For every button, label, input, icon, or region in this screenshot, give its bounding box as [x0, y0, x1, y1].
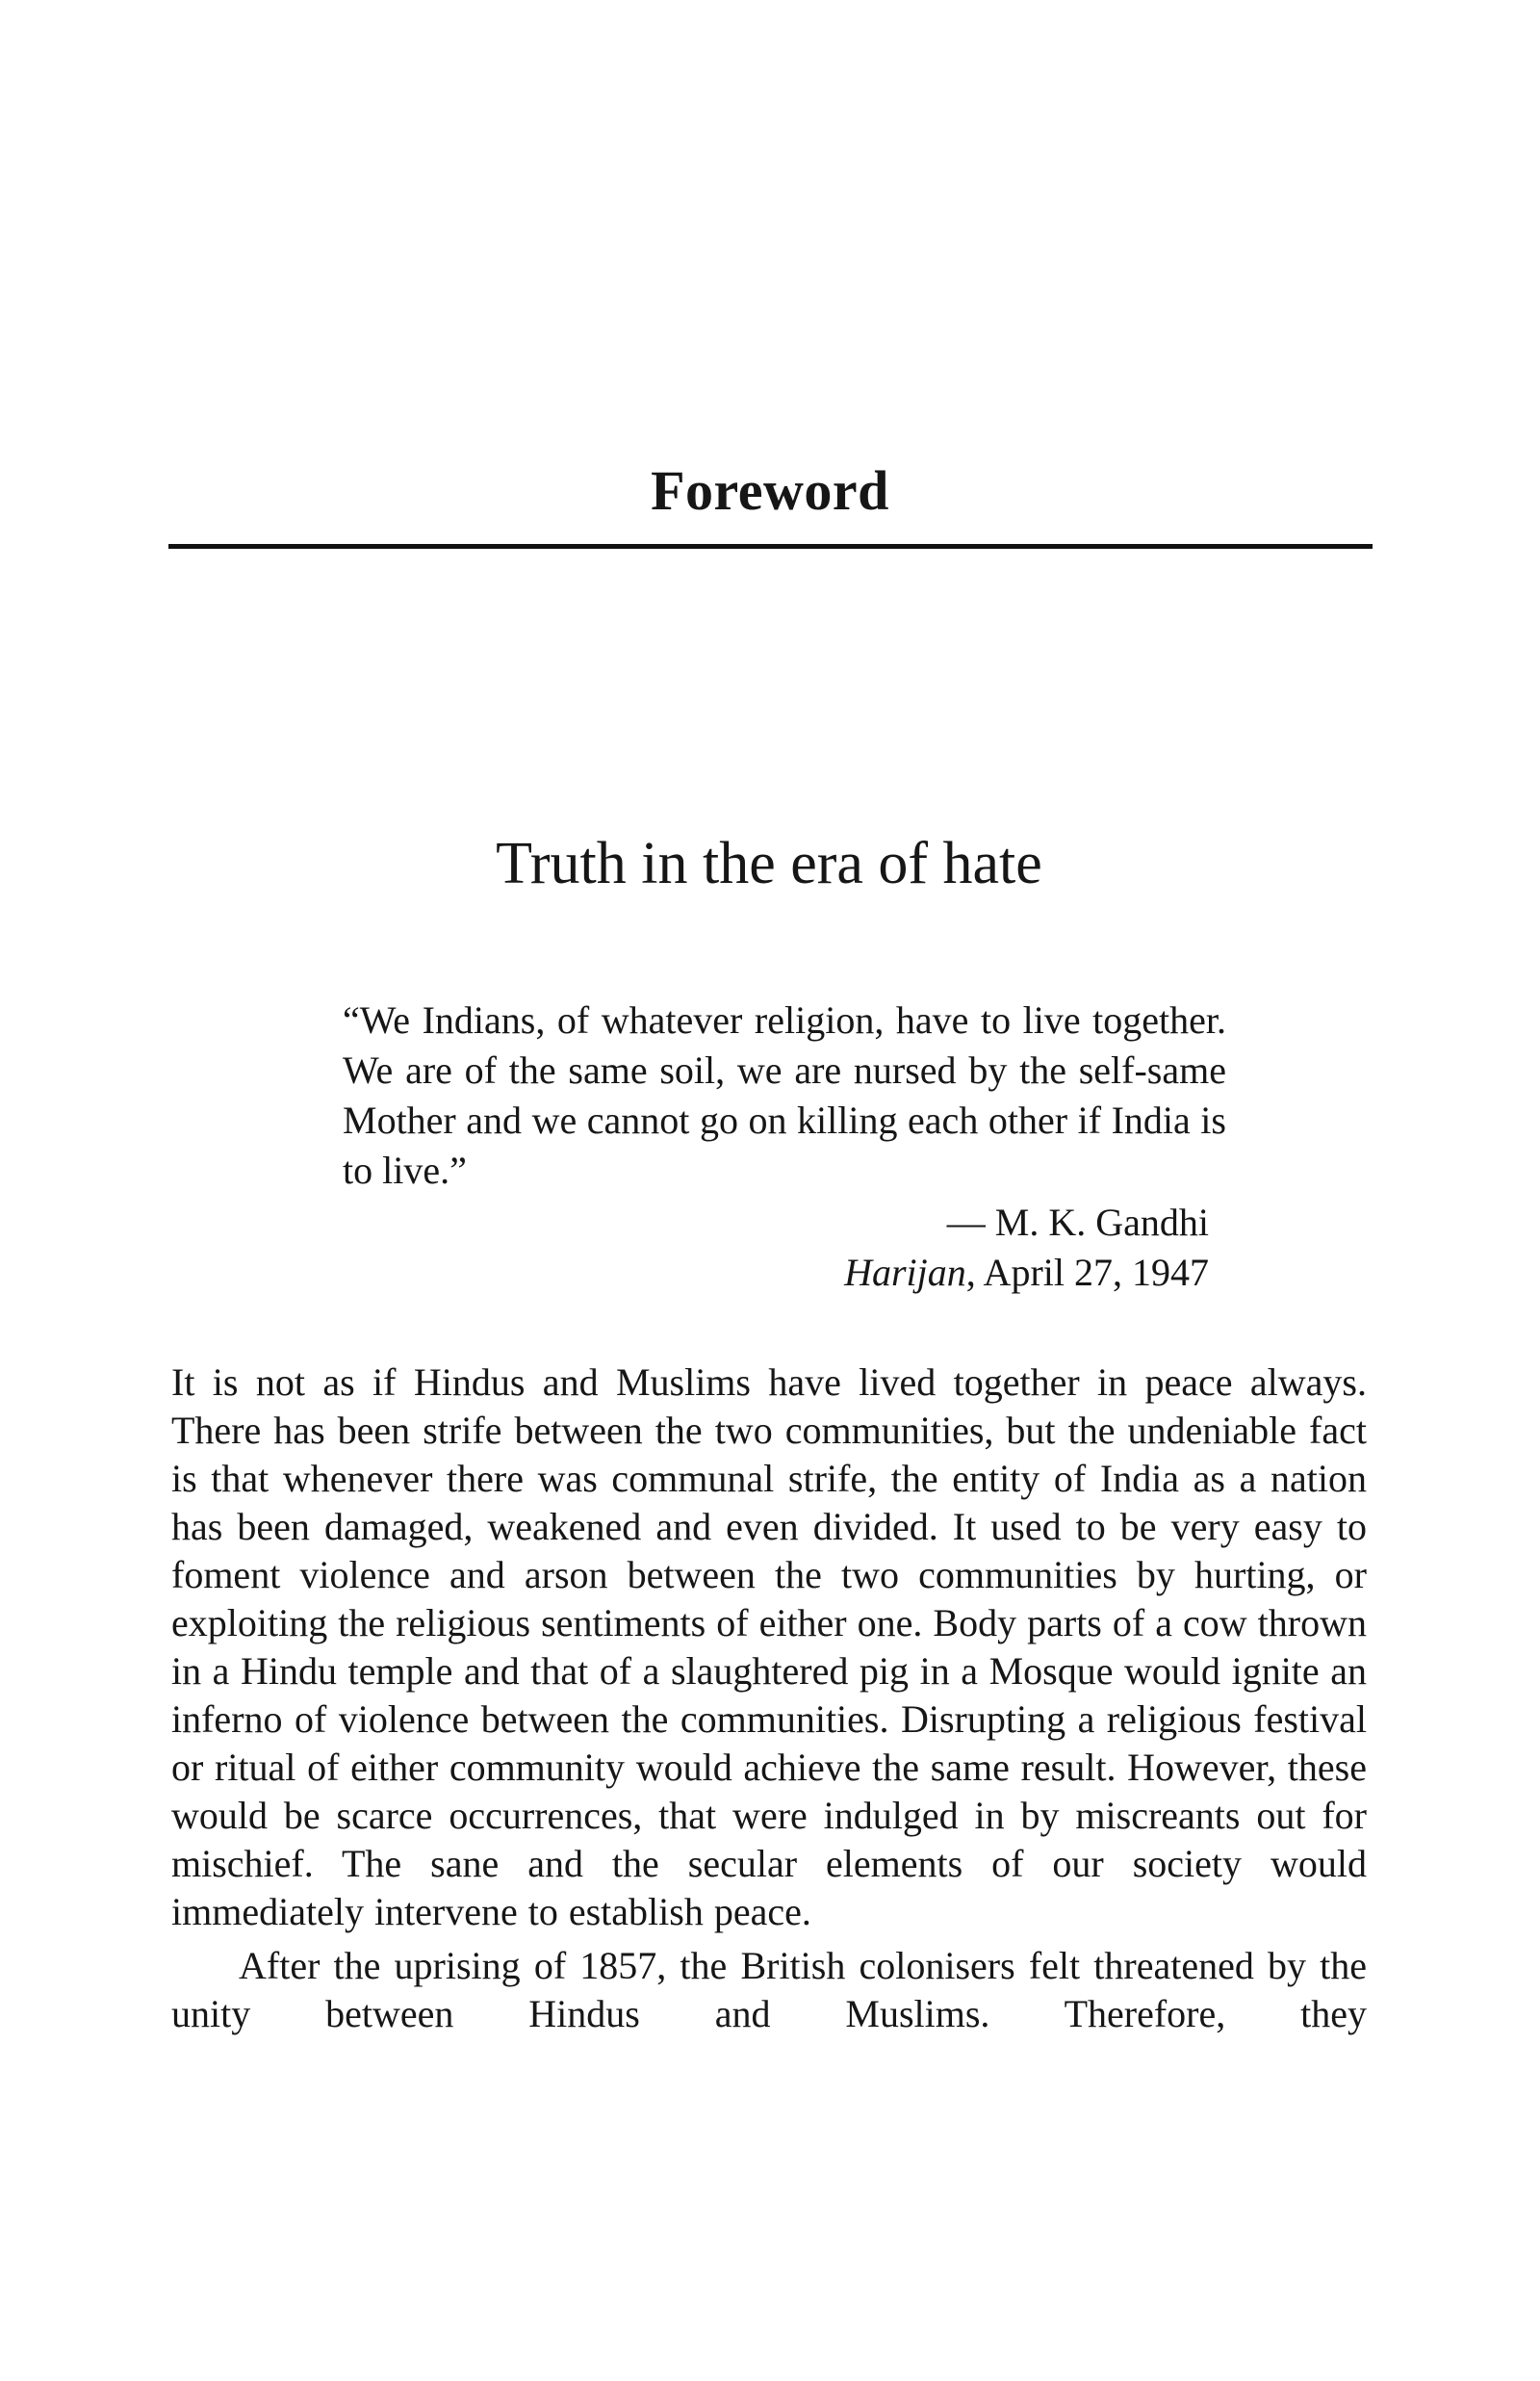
chapter-title: Truth in the era of hate: [496, 830, 1042, 896]
epigraph-caption: [343, 1198, 1226, 1298]
heading-divider: [168, 544, 1373, 549]
body-paragraph-2: After the uprising of 1857, the British colonisers felt threatened by the unity between Hindus and Muslims. Therefore, they: [171, 1944, 1367, 2036]
page-header: [0, 0, 1540, 549]
epigraph-source-detail: , April 27, 1947: [965, 1251, 1209, 1295]
epigraph: [343, 996, 1226, 1298]
section-heading: Foreword: [651, 459, 889, 522]
epigraph-attribution: — M. K. Gandhi: [946, 1201, 1209, 1245]
epigraph-quote: “We Indians, of whatever religion, have to live together. We are of the same soil, we are nursed by the self-same Mother and we cannot go on killing each other if India is to live.”: [343, 998, 1226, 1193]
epigraph-source-title: Harijan: [844, 1251, 966, 1295]
epigraph-source-cite: [844, 1251, 1209, 1294]
body-paragraph-1: It is not as if Hindus and Muslims have lived together in peace always. There has been strife between the two communities, but the undeniable fact is that whenever there was communal strife, the entity of India as a nation has been damaged, weakened and even divided. It used to be very easy to foment violence and arson between the two communities by hurting, or exploiting the religious sentiments of either one. Body parts of a cow thrown in a Hindu temple and that of a slaughtered pig in a Mosque would ignite an inferno of violence between the communities. Disrupting a religious festival or ritual of either community would achieve the same result. However, these would be scarce occurrences, that were indulged in by miscreants out for mischief. The sane and the secular elements of our society would immediately intervene to establish peace.: [171, 1360, 1367, 1934]
epigraph-source: [343, 1248, 1209, 1298]
page-content: [171, 830, 1367, 2038]
